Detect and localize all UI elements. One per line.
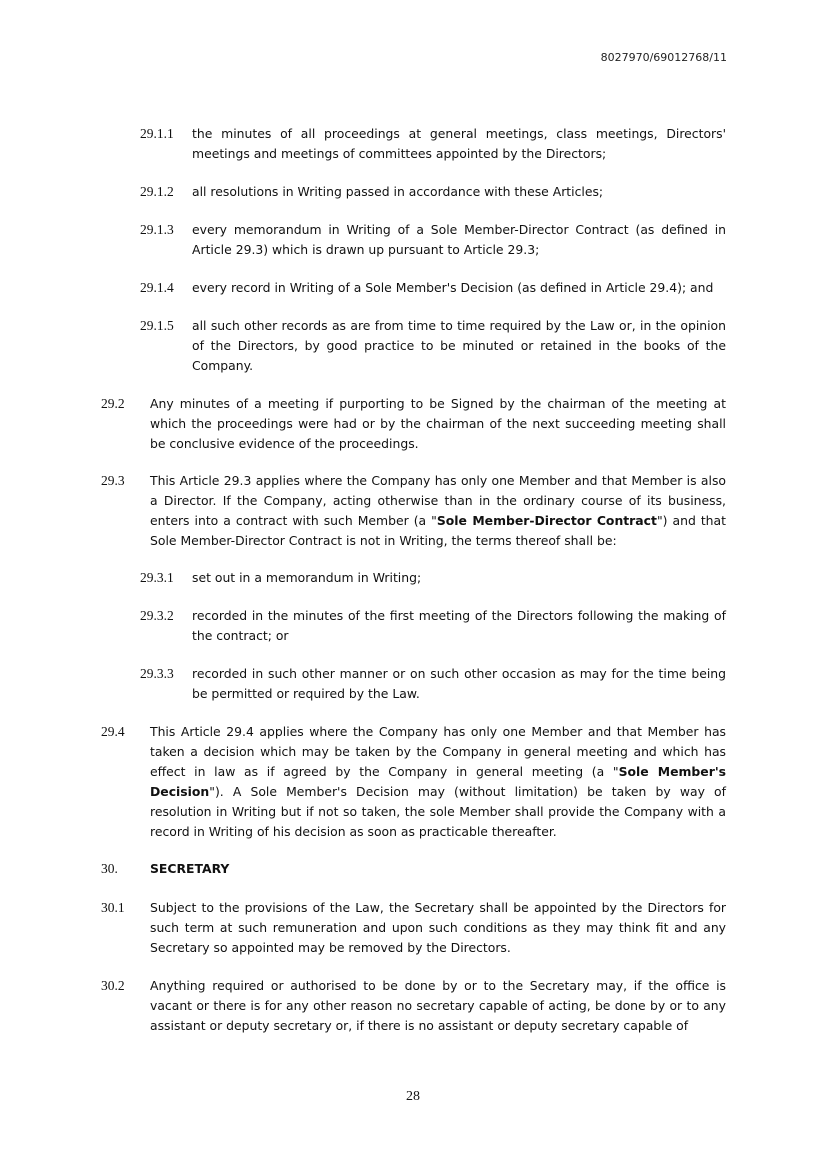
clause-text <box>150 471 726 551</box>
clause-29-1-5 <box>140 316 726 376</box>
clause-text <box>150 722 726 842</box>
clause-text: Anything required or authorised to be done by or to the Secretary may, if the office is vacant or there is for any other reason no secretary capable of acting, be done by or to any assistant or deputy secretary or, if there is no assistant or deputy secretary capable of <box>150 978 726 1033</box>
clause-text-part: This Article 29.4 applies where the Company has only one Member and that Member has taken a decision which may be taken by the Company in general meeting and which has effect in law as if agreed by the Company in general meeting (a " <box>150 724 726 779</box>
clause-29-1-2 <box>140 182 726 202</box>
clause-29-3-2 <box>140 606 726 646</box>
clause-29-3 <box>101 471 726 551</box>
clause-29-1-4 <box>140 278 726 298</box>
clause-number: 30. <box>101 861 118 876</box>
clause-number: 29.3.2 <box>140 608 174 623</box>
clause-29-4 <box>101 722 726 842</box>
defined-term: Sole Member-Director Contract <box>436 513 657 528</box>
clause-text: all resolutions in Writing passed in accordance with these Articles; <box>192 184 604 199</box>
clause-number: 29.4 <box>101 724 125 739</box>
clause-text: the minutes of all proceedings at general meetings, class meetings, Directors' meetings and meetings of committees appointed by the Directors; <box>192 126 726 161</box>
clause-text-part: This Article 29.3 applies where the Company has only one Member and that Member is also a Director. If the Company, acting otherwise than in the ordinary course of its business, enters into a contract with such Member (a " <box>150 473 726 528</box>
clause-number: 29.1.2 <box>140 184 174 199</box>
clause-29-1-1 <box>140 124 726 164</box>
section-heading-30 <box>101 859 726 879</box>
clause-text: all such other records as are from time to time required by the Law or, in the opinion of the Directors, by good practice to be minuted or retained in the books of the Company. <box>192 318 726 373</box>
clause-text-part: ") and that Sole Member-Director Contract is not in Writing, the terms thereof shall be: <box>150 513 726 548</box>
clause-29-1-3 <box>140 220 726 260</box>
clause-30-2 <box>101 976 726 1036</box>
clause-number: 30.2 <box>101 978 125 993</box>
clause-text: set out in a memorandum in Writing; <box>192 570 422 585</box>
clause-text: Any minutes of a meeting if purporting to be Signed by the chairman of the meeting at which the proceedings were had or by the chairman of the next succeeding meeting shall be conclusive evidence of the proceedings. <box>150 396 726 451</box>
clause-text: recorded in the minutes of the first meeting of the Directors following the making of the contract; or <box>192 608 726 643</box>
clause-number: 29.3 <box>101 473 125 488</box>
clause-number: 29.1.1 <box>140 126 174 141</box>
clause-number: 30.1 <box>101 900 125 915</box>
clause-number: 29.1.4 <box>140 280 174 295</box>
clause-number: 29.1.5 <box>140 318 174 333</box>
clause-29-3-1 <box>140 568 726 588</box>
clause-text: every record in Writing of a Sole Member's Decision (as defined in Article 29.4); and <box>192 280 714 295</box>
document-reference: 8027970/69012768/11 <box>600 51 727 64</box>
clause-number: 29.1.3 <box>140 222 174 237</box>
clause-text-part: "). A Sole Member's Decision may (without limitation) be taken by way of resolution in Writing but if not so taken, the sole Member shall provide the Company with a record in Writing of his decision as soon as practicable thereafter. <box>150 784 726 839</box>
clause-30-1 <box>101 898 726 958</box>
page-number: 28 <box>406 1089 420 1104</box>
clause-text: recorded in such other manner or on such other occasion as may for the time being be permitted or required by the Law. <box>192 666 726 701</box>
clause-text: every memorandum in Writing of a Sole Member-Director Contract (as defined in Article 29.3) which is drawn up pursuant to Article 29.3; <box>192 222 726 257</box>
clause-29-3-3 <box>140 664 726 704</box>
clause-number: 29.3.1 <box>140 570 174 585</box>
clause-29-2 <box>101 394 726 454</box>
clause-number: 29.3.3 <box>140 666 174 681</box>
clause-text: Subject to the provisions of the Law, the Secretary shall be appointed by the Directors for such term at such remuneration and upon such conditions as they may think fit and any Secretary so appointed may be removed by the Directors. <box>150 900 726 955</box>
defined-term: Sole Member's Decision <box>150 764 726 799</box>
clause-number: 29.2 <box>101 396 125 411</box>
section-heading: SECRETARY <box>150 861 230 876</box>
